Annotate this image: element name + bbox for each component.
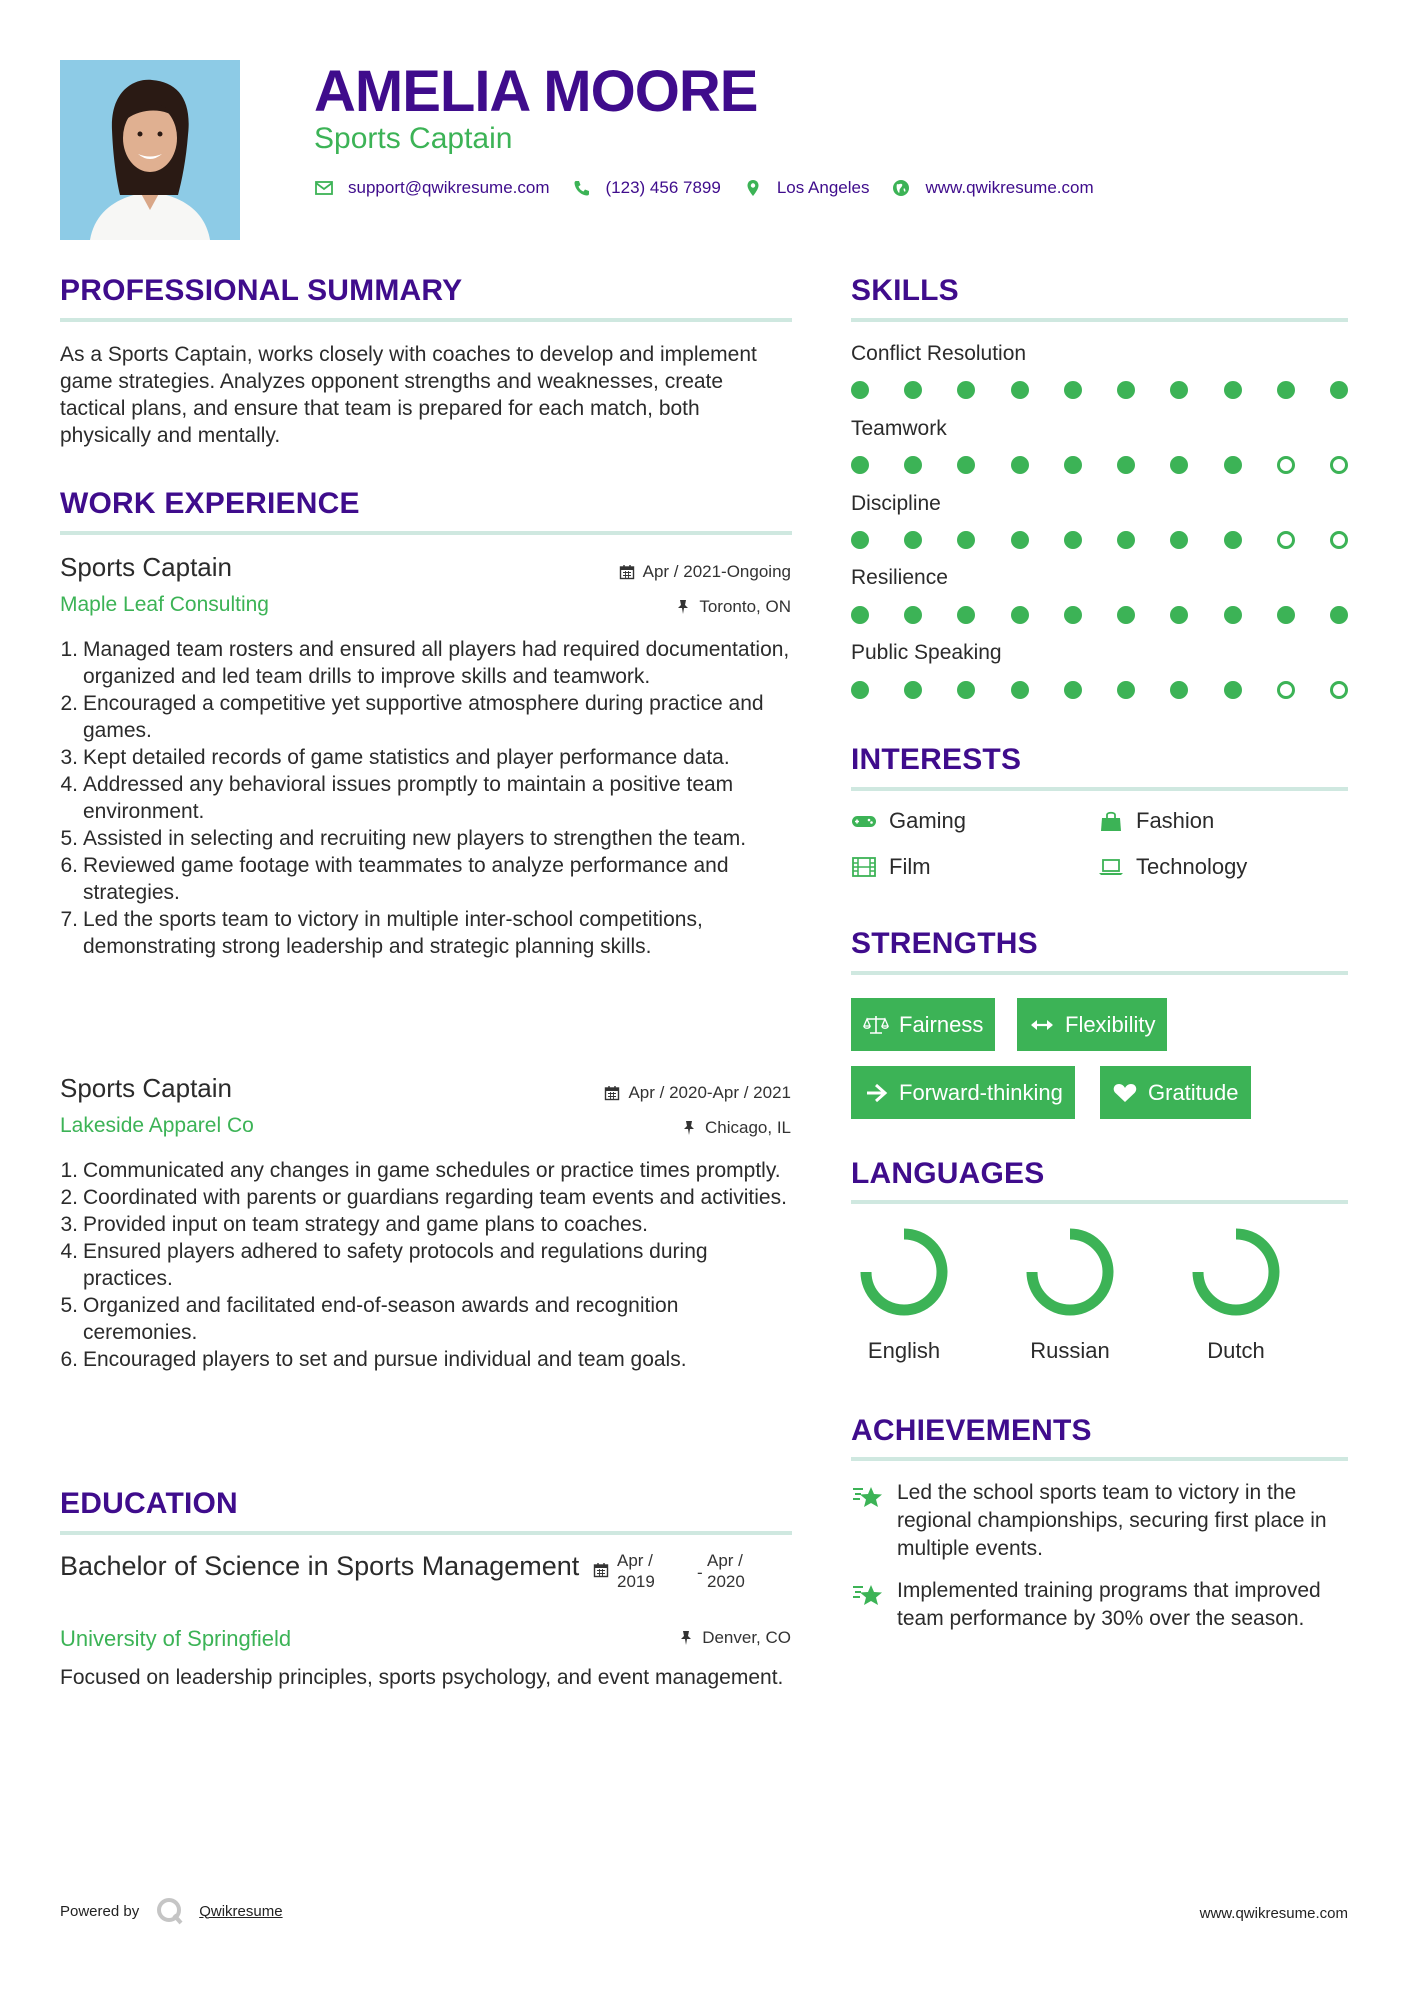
phone-text: (123) 456 7899 bbox=[605, 178, 721, 197]
interest-item: Technology bbox=[1098, 854, 1247, 880]
section-divider bbox=[60, 531, 792, 535]
film-icon bbox=[851, 856, 877, 878]
section-title-education: EDUCATION bbox=[60, 1487, 238, 1520]
list-item: 1. Communicated any changes in game schedules or practice times promptly. bbox=[60, 1159, 781, 1182]
job-bullets bbox=[56, 1157, 796, 1373]
candidate-title: Sports Captain bbox=[314, 122, 513, 155]
skill-rating bbox=[851, 606, 1348, 626]
section-divider bbox=[60, 318, 792, 322]
section-title-summary: PROFESSIONAL SUMMARY bbox=[60, 274, 463, 307]
skill-dot-filled bbox=[851, 381, 869, 399]
interest-item: Gaming bbox=[851, 808, 966, 834]
profile-photo bbox=[60, 60, 240, 240]
skill-dot-filled bbox=[1330, 381, 1348, 399]
job-dates-text: Apr / 2020-Apr / 2021 bbox=[628, 1083, 791, 1102]
pin-icon bbox=[681, 1120, 697, 1136]
job-company: Lakeside Apparel Co bbox=[60, 1114, 254, 1137]
globe-icon bbox=[891, 178, 911, 198]
footer-site[interactable]: www.qwikresume.com bbox=[1199, 1905, 1348, 1922]
skill-dot-filled bbox=[1117, 606, 1135, 624]
job-dates bbox=[604, 1083, 791, 1103]
skill-dot-filled bbox=[904, 381, 922, 399]
section-title-strengths: STRENGTHS bbox=[851, 927, 1038, 960]
education-school: University of Springfield bbox=[60, 1626, 292, 1651]
shooting-star-icon bbox=[851, 1481, 885, 1511]
skill-dot-filled bbox=[1170, 381, 1188, 399]
skill-dot-filled bbox=[957, 531, 975, 549]
list-item: 3. Provided input on team strategy and game plans to coaches. bbox=[60, 1213, 649, 1236]
skill-dot-filled bbox=[1011, 531, 1029, 549]
strength-chip: Flexibility bbox=[1017, 998, 1167, 1051]
skill-rating bbox=[851, 531, 1348, 551]
job-location-text: Chicago, IL bbox=[705, 1118, 791, 1137]
skill-dot-filled bbox=[851, 606, 869, 624]
calendar-icon bbox=[604, 1085, 620, 1101]
heart-icon bbox=[1112, 1082, 1138, 1104]
skill-dot-empty bbox=[1330, 681, 1348, 699]
skill-dot-filled bbox=[1224, 531, 1242, 549]
skill-dot-filled bbox=[1064, 531, 1082, 549]
skill-dot-filled bbox=[1064, 381, 1082, 399]
list-item: 5. Organized and facilitated end-of-season awards and recognition ceremonies. bbox=[60, 1294, 679, 1344]
skill-dot-filled bbox=[1011, 381, 1029, 399]
skill-dot-filled bbox=[1224, 381, 1242, 399]
skill-dot-filled bbox=[1277, 606, 1295, 624]
calendar-icon bbox=[593, 1562, 609, 1578]
skill-name: Resilience bbox=[851, 566, 948, 589]
qwikresume-logo-icon bbox=[155, 1896, 185, 1926]
skill-dot-filled bbox=[904, 456, 922, 474]
skill-dot-filled bbox=[1170, 531, 1188, 549]
skill-dot-filled bbox=[1011, 456, 1029, 474]
skill-dot-filled bbox=[957, 381, 975, 399]
skill-dot-filled bbox=[1117, 531, 1135, 549]
skill-dot-filled bbox=[1011, 606, 1029, 624]
language-item bbox=[1015, 1224, 1125, 1364]
language-label: Dutch bbox=[1207, 1338, 1265, 1363]
section-title-languages: LANGUAGES bbox=[851, 1157, 1045, 1190]
education-start: Apr / 2019 bbox=[617, 1551, 655, 1591]
pin-icon bbox=[678, 1630, 694, 1646]
skill-dot-filled bbox=[1064, 456, 1082, 474]
footer-powered-by: Powered by Qwikresume bbox=[60, 1896, 283, 1926]
arrows-h-icon bbox=[1029, 1014, 1055, 1036]
section-divider bbox=[851, 787, 1348, 791]
skill-dot-filled bbox=[1330, 606, 1348, 624]
skill-dot-filled bbox=[904, 531, 922, 549]
job-location bbox=[681, 1118, 791, 1138]
skill-dot-empty bbox=[1330, 456, 1348, 474]
skill-dot-filled bbox=[957, 606, 975, 624]
skill-dot-filled bbox=[851, 456, 869, 474]
contact-phone[interactable] bbox=[572, 178, 721, 198]
shooting-star-icon bbox=[851, 1579, 885, 1609]
list-item: 6. Reviewed game footage with teammates to analyze performance and strategies. bbox=[60, 854, 729, 904]
language-item bbox=[849, 1224, 959, 1364]
skill-dot-empty bbox=[1277, 681, 1295, 699]
list-item: 1. Managed team rosters and ensured all players had required documentation, organized and led team drills to improve skills and teamwork. bbox=[60, 638, 790, 688]
education-degree: Bachelor of Science in Sports Management bbox=[60, 1551, 580, 1581]
section-title-skills: SKILLS bbox=[851, 274, 959, 307]
interest-item: Film bbox=[851, 854, 931, 880]
achievement-text: Led the school sports team to victory in the regional championships, securing first place in multiple events. bbox=[897, 1481, 1327, 1560]
gamepad-icon bbox=[851, 810, 877, 832]
skill-dot-filled bbox=[904, 606, 922, 624]
strength-chip: Fairness bbox=[851, 998, 995, 1051]
section-title-achievements: ACHIEVEMENTS bbox=[851, 1414, 1092, 1447]
skill-rating bbox=[851, 456, 1348, 476]
skill-dot-filled bbox=[851, 531, 869, 549]
list-item: 7. Led the sports team to victory in multiple inter-school competitions, demonstrating strong leadership and strategic planning skills. bbox=[60, 908, 703, 958]
skill-dot-filled bbox=[1117, 456, 1135, 474]
balance-scale-icon bbox=[863, 1014, 889, 1036]
section-title-work: WORK EXPERIENCE bbox=[60, 487, 360, 520]
skill-dot-filled bbox=[1011, 681, 1029, 699]
skill-dot-filled bbox=[1117, 681, 1135, 699]
brand-link[interactable]: Qwikresume bbox=[199, 1902, 283, 1920]
laptop-icon bbox=[1098, 856, 1124, 878]
job-location bbox=[675, 597, 791, 617]
section-divider bbox=[851, 1457, 1348, 1461]
skill-dot-filled bbox=[957, 456, 975, 474]
achievement-item bbox=[851, 1577, 1348, 1633]
job-dates bbox=[619, 562, 791, 582]
skill-dot-empty bbox=[1277, 456, 1295, 474]
section-divider bbox=[60, 1531, 792, 1535]
skill-dot-filled bbox=[1064, 606, 1082, 624]
list-item: 2. Encouraged a competitive yet supportive atmosphere during practice and games. bbox=[60, 692, 764, 742]
list-item: 4. Ensured players adhered to safety protocols and regulations during practices. bbox=[60, 1240, 708, 1290]
list-item: 6. Encouraged players to set and pursue individual and team goals. bbox=[60, 1348, 687, 1371]
skill-dot-filled bbox=[1117, 381, 1135, 399]
candidate-name: AMELIA MOORE bbox=[314, 59, 758, 124]
skill-dot-filled bbox=[1224, 681, 1242, 699]
skill-name: Conflict Resolution bbox=[851, 342, 1027, 365]
language-proficiency-arc bbox=[1198, 1234, 1274, 1310]
section-divider bbox=[851, 318, 1348, 322]
strength-chip: Forward-thinking bbox=[851, 1066, 1075, 1119]
skill-dot-empty bbox=[1330, 531, 1348, 549]
skill-dot-filled bbox=[1170, 681, 1188, 699]
achievement-text: Implemented training programs that improved team performance by 30% over the season. bbox=[897, 1579, 1321, 1630]
job-title: Sports Captain bbox=[60, 552, 232, 582]
skill-name: Teamwork bbox=[851, 417, 947, 440]
education-dates bbox=[593, 1550, 787, 1592]
email-text: support@qwikresume.com bbox=[348, 178, 550, 197]
language-item bbox=[1181, 1224, 1291, 1364]
education-end: Apr / 2020 bbox=[707, 1551, 745, 1591]
map-marker-icon bbox=[743, 178, 763, 198]
skill-dot-empty bbox=[1277, 531, 1295, 549]
strength-chip: Gratitude bbox=[1100, 1066, 1251, 1119]
skill-dot-filled bbox=[1224, 606, 1242, 624]
education-description: Focused on leadership principles, sports psychology, and event management. bbox=[60, 1666, 784, 1689]
job-location-text: Toronto, ON bbox=[699, 597, 791, 616]
shopping-bag-icon bbox=[1098, 810, 1124, 832]
skill-name: Public Speaking bbox=[851, 641, 1002, 664]
contact-website[interactable] bbox=[891, 178, 1093, 198]
pin-icon bbox=[675, 599, 691, 615]
location-text: Los Angeles bbox=[776, 178, 870, 197]
list-item: 2. Coordinated with parents or guardians regarding team events and activities. bbox=[60, 1186, 787, 1209]
job-company: Maple Leaf Consulting bbox=[60, 593, 269, 616]
contact-bar bbox=[314, 178, 1116, 198]
language-label: Russian bbox=[1030, 1338, 1110, 1363]
skill-rating bbox=[851, 681, 1348, 701]
skill-dot-filled bbox=[851, 681, 869, 699]
list-item: 4. Addressed any behavioral issues promptly to maintain a positive team environment. bbox=[60, 773, 734, 823]
job-dates-text: Apr / 2021-Ongoing bbox=[642, 562, 791, 581]
envelope-icon bbox=[314, 178, 334, 198]
skill-dot-filled bbox=[904, 681, 922, 699]
language-ring bbox=[856, 1224, 952, 1320]
section-title-interests: INTERESTS bbox=[851, 743, 1022, 776]
skill-dot-filled bbox=[1064, 681, 1082, 699]
arrow-right-icon bbox=[863, 1082, 889, 1104]
skill-dot-filled bbox=[1224, 456, 1242, 474]
section-divider bbox=[851, 971, 1348, 975]
phone-icon bbox=[572, 178, 592, 198]
section-divider bbox=[851, 1200, 1348, 1204]
achievement-item bbox=[851, 1479, 1348, 1563]
skill-dot-filled bbox=[1277, 381, 1295, 399]
contact-email[interactable] bbox=[314, 178, 550, 198]
calendar-icon bbox=[619, 564, 635, 580]
interest-item: Fashion bbox=[1098, 808, 1214, 834]
job-bullets bbox=[56, 636, 796, 960]
language-label: English bbox=[867, 1338, 941, 1363]
language-ring bbox=[1188, 1224, 1284, 1320]
skill-dot-filled bbox=[957, 681, 975, 699]
skill-dot-filled bbox=[1170, 606, 1188, 624]
website-text: www.qwikresume.com bbox=[925, 178, 1094, 197]
skill-name: Discipline bbox=[851, 492, 941, 515]
education-date-separator: - bbox=[697, 1563, 703, 1582]
list-item: 3. Kept detailed records of game statistics and player performance data. bbox=[60, 746, 730, 769]
job-title: Sports Captain bbox=[60, 1073, 232, 1103]
skill-rating bbox=[851, 381, 1348, 401]
language-proficiency-arc bbox=[1032, 1234, 1108, 1310]
skill-dot-filled bbox=[1170, 456, 1188, 474]
language-ring bbox=[1022, 1224, 1118, 1320]
list-item: 5. Assisted in selecting and recruiting new players to strengthen the team. bbox=[60, 827, 747, 850]
summary-text: As a Sports Captain, works closely with coaches to develop and implement game strategies. Analyzes opponent strengths and weaknesses, create tactical plans, and ensure that team is prepared for each match, both physically and mentally. bbox=[60, 343, 757, 447]
language-proficiency-arc bbox=[866, 1234, 942, 1310]
education-location: Denver, CO bbox=[678, 1628, 791, 1648]
contact-location bbox=[743, 178, 870, 198]
